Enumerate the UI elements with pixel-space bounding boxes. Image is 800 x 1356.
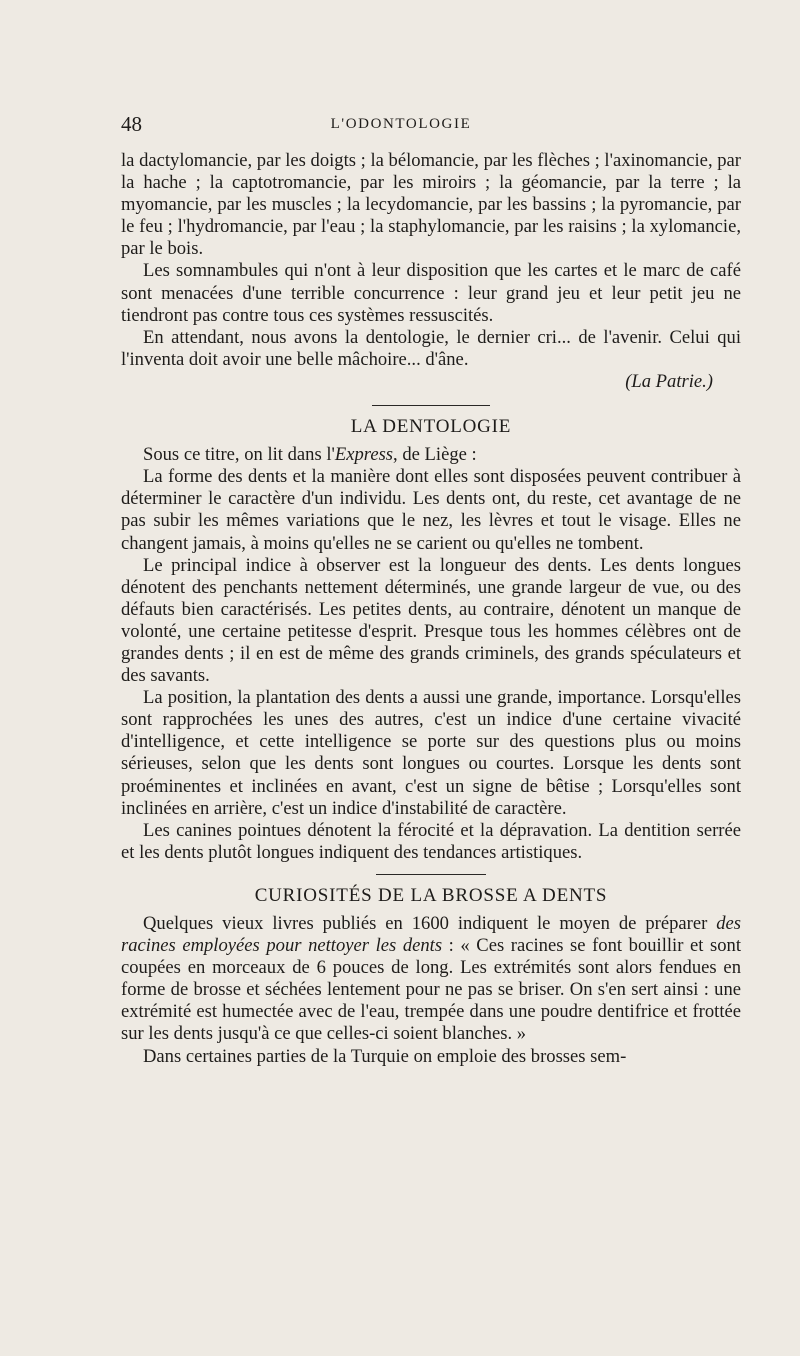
article2-paragraph-4: Les canines pointues dénotent la férocité et la dépravation. La dentition serrée et les dents plutôt longues indiquent des tendances artistiques. [121,819,741,863]
article3-p1-italic: des racines employées pour nettoyer les dents [121,913,741,957]
article1-paragraph-2: Les somnambules qui n'ont à leur disposition que les cartes et le marc de café sont menacées d'une terrible concurrence : leur grand jeu et leur petit jeu ne tiendront pas contre tous ces systèmes ressuscités. [121,260,741,326]
article3-p1-suffix: : « Ces racines se font bouillir et sont coupées en morceaux de 6 pouces de long. Les extrémités sont alors fendues en forme de brosse et séchées lentement pour ne pas se briser. On s'en sert ainsi : une extrémité est humectée avec de l'eau, trempée dans une poudre dentifrice et frottée sur les dents jusqu'à ce que celles-ci soient blanches. » [121,935,741,1045]
article2-paragraph-2: Le principal indice à observer est la longueur des dents. Les dents longues dénotent des penchants nettement déterminés, une grande largeur de vue, ou des défauts bien caractérisés. Les petites dents, au contraire, dénotent un manque de volonté, une certaine petitesse d'esprit. Presque tous les hommes célèbres ont de grandes dents ; il en est de même des grands criminels, des grands spéculateurs et des savants. [121,554,741,687]
article1-paragraph-1: la dactylomancie, par les doigts ; la bélomancie, par les flèches ; l'axinomancie, par la hache ; la captotromancie, par les miroirs ; la géomancie, par la terre ; la myomancie, par les muscles ; la lecydomancie, par les bassins ; la pyromancie, par le feu ; l'hydromancie, par l'eau ; la staphylomancie, par les raisins ; la xylomancie, par le bois. [121,150,741,260]
article3-p1-prefix: Quelques vieux livres publiés en 1600 indiquent le moyen de préparer [143,913,717,934]
article2-intro-prefix: Sous ce titre, on lit dans l' [143,444,335,466]
article2-intro-suffix: , de Liège : [393,444,477,466]
article2-title: LA DENTOLOGIE [350,416,512,438]
running-head: L'ODONTOLOGIE [330,116,472,132]
article1-paragraph-3: En attendant, nous avons la dentologie, le dernier cri... de l'avenir. Celui qui l'inventa doit avoir une belle mâchoire... d'âne. [121,326,741,370]
article2-paragraph-3: La position, la plantation des dents a aussi une grande, importance. Lorsqu'elles sont rapprochées les unes des autres, c'est un indice d'une certaine vivacité d'intelligence, et cette intelligence se porte sur des questions plus ou moins sérieuses, selon que les dents sont longues ou courtes. Lorsque les dents sont proéminentes et inclinées en avant, c'est un signe de bêtise ; Lorsqu'elles sont inclinées en arrière, c'est un indice d'instabilité de caractère. [121,687,741,819]
article3-paragraph-1 [121,913,741,1046]
article2-intro [121,444,741,466]
page-body [121,150,741,1068]
page-header [121,112,681,136]
article2-paragraph-1: La forme des dents et la manière dont elles sont disposées peuvent contribuer à déterminer le caractère d'un individu. Les dents ont, du reste, cet avantage de ne pas subir les mêmes variations que le nez, les lèvres et tout le visage. Elles ne changent jamais, à moins qu'elles ne se carient ou qu'elles ne tombent. [121,466,741,554]
page-number: 48 [121,112,142,136]
article2-intro-journal: Express [334,444,394,466]
article3-title: CURIOSITÉS DE LA BROSSE A DENTS [254,884,608,906]
article1-source: (La Patrie.) [625,370,713,392]
section-divider [376,874,486,875]
article3-paragraph-2: Dans certaines parties de la Turquie on emploie des brosses sem- [143,1045,627,1067]
section-divider [372,405,490,406]
